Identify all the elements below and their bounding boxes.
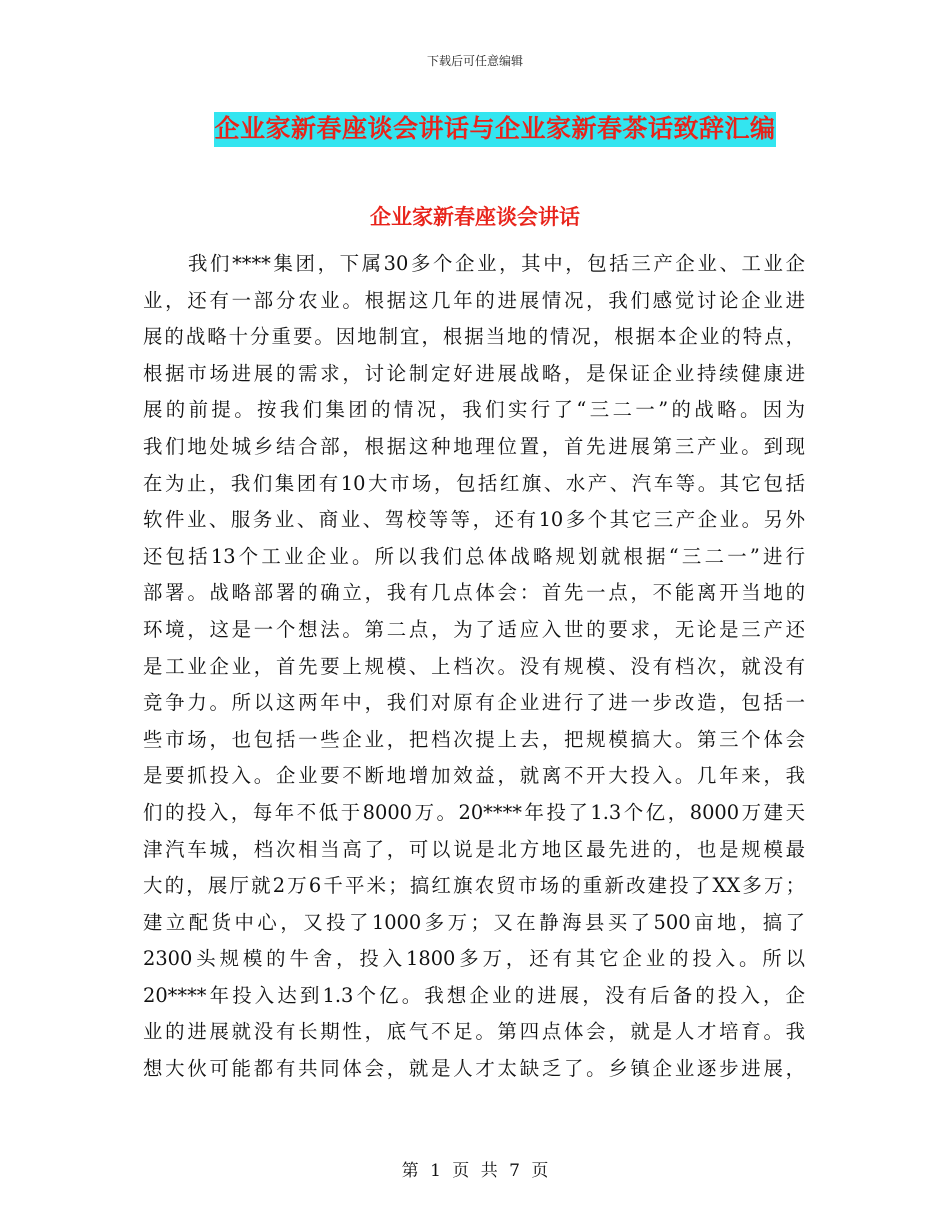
body-line: 环境，这是一个想法。第二点，为了适应入世的要求，无论是三产还 <box>143 617 805 641</box>
header-note: 下载后可任意编辑 <box>426 54 523 68</box>
body-line: 在为止，我们集团有10大市场，包括红旗、水产、汽车等。其它包括 <box>143 471 805 495</box>
body-line: 展的战略十分重要。因地制宜，根据当地的情况，根据本企业的特点， <box>143 325 805 349</box>
body-line: 2300头规模的牛舍，投入1800多万，还有其它企业的投入。所以 <box>143 947 805 971</box>
body-line: 展的前提。按我们集团的情况，我们实行了“三二一”的战略。因为 <box>143 398 805 422</box>
body-line: 软件业、服务业、商业、驾校等等，还有10多个其它三产企业。另外 <box>143 508 805 532</box>
body-line: 我们****集团，下属30多个企业，其中，包括三产企业、工业企 <box>188 252 805 275</box>
body-line: 是工业企业，首先要上规模、上档次。没有规模、没有档次，就没有 <box>143 654 805 678</box>
body-line: 竞争力。所以这两年中，我们对原有企业进行了进一步改造，包括一 <box>143 691 805 715</box>
body-line: 业，还有一部分农业。根据这几年的进展情况，我们感觉讨论企业进 <box>143 288 805 312</box>
body-line: 津汽车城，档次相当高了，可以说是北方地区最先进的，也是规模最 <box>143 837 805 861</box>
main-title: 企业家新春座谈会讲话与企业家新春茶话致辞汇编 <box>214 112 775 147</box>
body-line: 大的，展厅就2万6千平米；搞红旗农贸市场的重新改建投了XX多万； <box>143 874 805 898</box>
body-line: 我们地处城乡结合部，根据这种地理位置，首先进展第三产业。到现 <box>143 434 805 458</box>
body-line: 是要抓投入。企业要不断地增加效益，就离不开大投入。几年来，我 <box>143 764 805 788</box>
body-line: 还包括13个工业企业。所以我们总体战略规划就根据“三二一”进行 <box>143 544 805 568</box>
body-line: 根据市场进展的需求，讨论制定好进展战略，是保证企业持续健康进 <box>143 361 805 385</box>
main-title-container <box>0 112 950 147</box>
body-text <box>143 246 805 1088</box>
body-line: 业的进展就没有长期性，底气不足。第四点体会，就是人才培育。我 <box>143 1020 805 1044</box>
body-line: 想大伙可能都有共同体会，就是人才太缺乏了。乡镇企业逐步进展， <box>143 1057 805 1081</box>
body-line: 们的投入，每年不低于8000万。20****年投了1.3个亿，8000万建天 <box>143 800 805 824</box>
page-footer: 第 1 页 共 7 页 <box>401 1161 549 1181</box>
body-line: 建立配货中心，又投了1000多万；又在静海县买了500亩地，搞了 <box>143 910 805 934</box>
body-line: 些市场，也包括一些企业，把档次提上去，把规模搞大。第三个体会 <box>143 727 805 751</box>
body-line: 20****年投入达到1.3个亿。我想企业的进展，没有后备的投入，企 <box>143 983 805 1007</box>
section-title: 企业家新春座谈会讲话 <box>370 204 580 229</box>
body-line: 部署。战略部署的确立，我有几点体会：首先一点，不能离开当地的 <box>143 581 805 605</box>
